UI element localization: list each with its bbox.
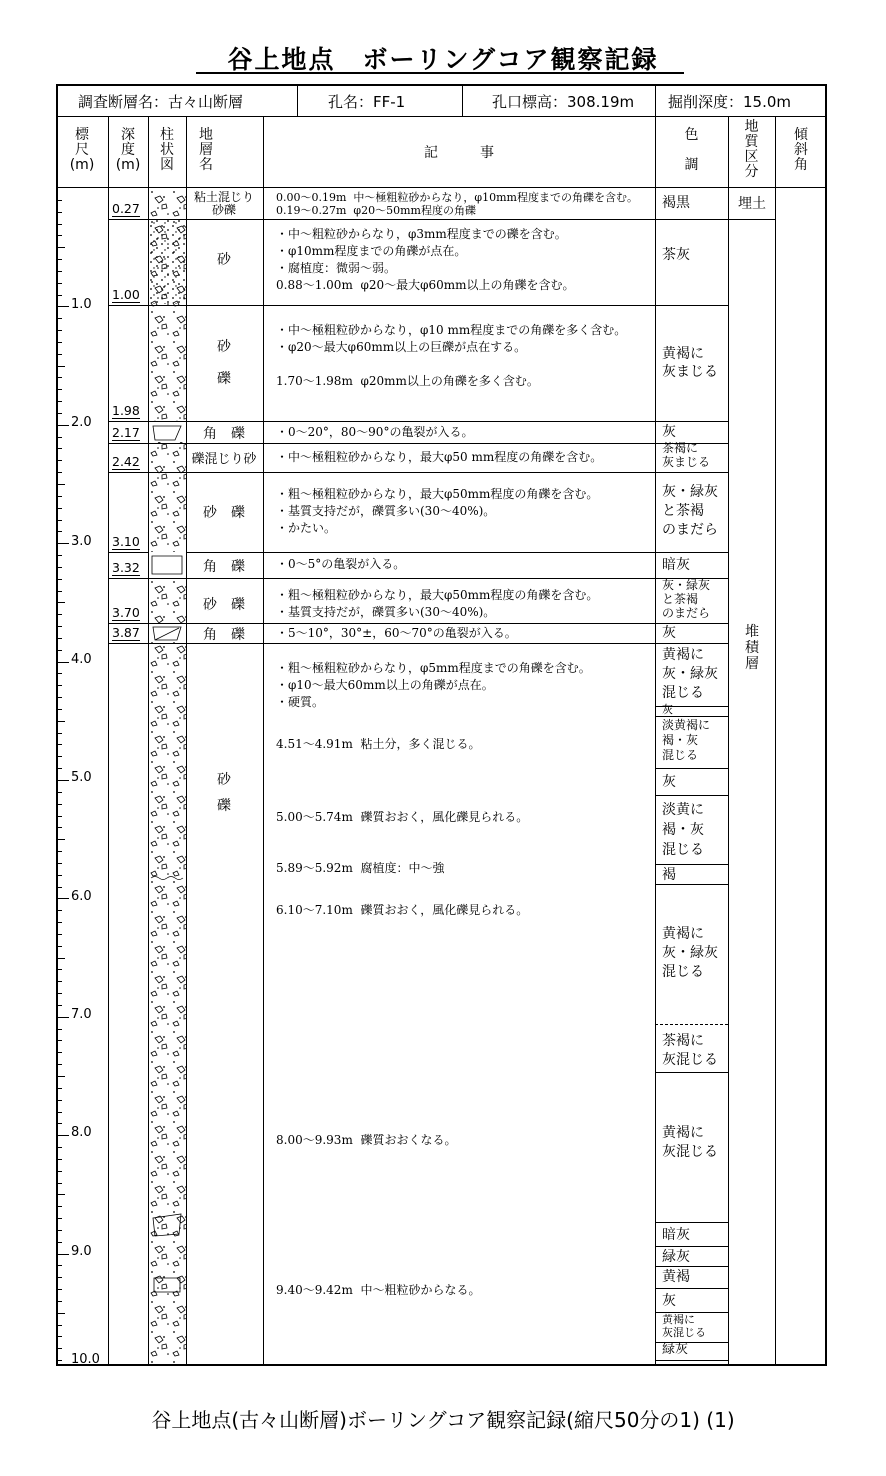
scale-tick <box>57 709 62 710</box>
info-divider <box>297 84 298 116</box>
scale-tick <box>57 389 62 390</box>
info-divider <box>462 84 463 116</box>
header-dip: 傾 斜 角 <box>794 127 808 173</box>
layer-boundary <box>108 219 655 220</box>
scale-tick <box>57 638 62 639</box>
scale-tick <box>57 460 62 461</box>
scale-tick <box>57 354 62 355</box>
description: 6.10～7.10m 礫質おおく，風化礫見られる。 <box>276 903 529 917</box>
header-scale: 標 尺 (m) <box>69 127 95 173</box>
color-label: 暗灰 <box>662 1227 690 1243</box>
scale-tick <box>57 1336 62 1337</box>
header-color: 色 調 <box>684 127 699 173</box>
scale-tick <box>57 531 62 532</box>
scale-tick <box>57 969 62 970</box>
header-column: 柱 状 図 <box>160 127 174 173</box>
scale-tick <box>57 946 62 947</box>
header-description: 記 事 <box>424 145 494 161</box>
color-label: 淡黄褐に 褐・灰 混じる <box>662 718 711 762</box>
color-label: 黄褐に 灰・緑灰 混じる <box>662 926 718 980</box>
col-line <box>263 116 264 1366</box>
geo-boundary <box>728 219 775 220</box>
scale-tick <box>57 1100 62 1101</box>
scale-tick <box>57 306 69 307</box>
title-underline <box>196 72 684 74</box>
scale-tick <box>57 1325 62 1326</box>
scale-tick <box>57 768 62 769</box>
header-layer: 地 層 名 <box>199 127 213 173</box>
scale-label: 6.0 <box>71 889 92 904</box>
depth-label: 3.10 <box>112 534 140 549</box>
scale-tick <box>57 602 65 603</box>
scale-tick <box>57 922 62 923</box>
depth-label: 3.32 <box>112 560 140 575</box>
scale-tick <box>57 863 62 864</box>
color-label: 黄褐に 灰混じる <box>662 1125 718 1160</box>
scale-tick <box>57 508 62 509</box>
scale-tick <box>57 756 62 757</box>
scale-tick <box>57 1171 62 1172</box>
color-label: 灰・緑灰 と茶褐 のまだら <box>662 578 711 620</box>
color-label: 灰・緑灰 と茶褐 のまだら <box>662 484 718 538</box>
layer-name: 砂 礫 <box>217 772 231 814</box>
scale-tick <box>57 579 62 580</box>
scale-label: 4.0 <box>71 652 92 667</box>
layer-name: 砂 <box>217 252 231 268</box>
layer-name: 角 礫 <box>203 627 245 643</box>
color-label: 暗灰 <box>662 557 690 573</box>
scale-tick <box>57 567 62 568</box>
scale-tick <box>57 1289 62 1290</box>
scale-tick <box>57 650 62 651</box>
scale-tick <box>57 1183 62 1184</box>
scale-tick <box>57 283 62 284</box>
description: ・粗～極粗粒砂からなり，最大φ50mm程度の角礫を含む。 ・基質支持だが，礫質多い(30～40%)。 <box>276 588 599 619</box>
description: ・0～20°，80～90°の亀裂が入る。 <box>276 425 474 439</box>
depth-label: 0.27 <box>112 201 140 216</box>
color-label: 黄褐に 灰・緑灰 混じる <box>662 647 718 701</box>
scale-tick <box>57 875 62 876</box>
scale-tick <box>57 1194 65 1195</box>
figure-caption: 谷上地点(古々山断層)ボーリングコア観察記録(縮尺50分の1) (1) <box>151 1408 735 1432</box>
scale-tick <box>57 555 62 556</box>
scale-tick <box>57 1052 62 1053</box>
layer-name: 砂 礫 <box>203 505 245 521</box>
color-label: 灰 <box>662 424 676 440</box>
scale-tick <box>57 543 69 544</box>
scale-tick <box>57 851 62 852</box>
depth-label: 1.00 <box>112 287 140 302</box>
scale-tick <box>57 247 65 248</box>
scale-label: 2.0 <box>71 415 92 430</box>
scale-tick <box>57 685 62 686</box>
layer-boundary <box>108 472 655 473</box>
layer-name: 粘土混じり 砂礫 <box>193 190 254 217</box>
scale-label: 7.0 <box>71 1007 92 1022</box>
scale-tick <box>57 413 62 414</box>
scale-tick <box>57 780 69 781</box>
scale-tick <box>57 448 62 449</box>
scale-tick <box>57 1147 62 1148</box>
depth-label: 3.70 <box>112 605 140 620</box>
scale-tick <box>57 1159 62 1160</box>
description: ・0～5°の亀裂が入る。 <box>276 557 406 571</box>
scale-tick <box>57 981 62 982</box>
color-label: 茶灰 <box>662 247 690 263</box>
scale-tick <box>57 425 69 426</box>
layer-boundary <box>108 552 655 553</box>
scale-tick <box>57 484 65 485</box>
color-label: 褐 <box>662 867 676 883</box>
info-divider <box>655 84 656 116</box>
description: ・中～極粗粒砂からなり，φ10 mm程度までの角礫を多く含む。 ・φ20～最大φ60mm以上の巨礫が点在する。 1.70～1.98m φ20mm以上の角礫を多く含む。 <box>276 323 627 388</box>
layer-boundary <box>108 443 655 444</box>
layer-name: 礫混じり砂 <box>191 452 257 467</box>
description: 8.00～9.93m 礫質おおくなる。 <box>276 1133 457 1147</box>
scale-tick <box>57 673 62 674</box>
depth-label: 2.17 <box>112 425 140 440</box>
scale-tick <box>57 342 62 343</box>
color-label: 黄褐に 灰混じる <box>662 1313 706 1339</box>
drilling-depth: 掘削深度：15.0m <box>668 93 792 111</box>
description: 5.00～5.74m 礫質おおく，風化礫見られる。 <box>276 810 529 824</box>
scale-tick <box>57 733 62 734</box>
color-label: 灰 <box>662 1293 676 1309</box>
scale-tick <box>57 1348 62 1349</box>
scale-tick <box>57 591 62 592</box>
col-line <box>108 116 109 1366</box>
color-label: 茶褐に 灰混じる <box>662 1033 718 1068</box>
scale-tick <box>57 744 62 745</box>
color-label: 緑灰 <box>662 1249 690 1265</box>
scale-tick <box>57 1029 62 1030</box>
description: ・5～10°，30°±，60～70°の亀裂が入る。 <box>276 626 517 640</box>
depth-label: 3.87 <box>112 625 140 640</box>
scale-tick <box>57 318 62 319</box>
scale-tick <box>57 839 65 840</box>
color-label: 緑灰 <box>662 1342 689 1357</box>
scale-tick <box>57 993 62 994</box>
scale-tick <box>57 934 62 935</box>
description: ・中～極粗粒砂からなり，最大φ50 mm程度の角礫を含む。 <box>276 450 603 464</box>
scale-tick <box>57 1313 65 1314</box>
layer-name: 角 礫 <box>203 559 245 575</box>
scale-tick <box>57 212 62 213</box>
description: 0.00～0.19m 中～極粗粒砂からなり，φ10mm程度までの角礫を含む。 0.19～0.27m φ20～50mm程度の角礫 <box>276 191 638 217</box>
scale-tick <box>57 377 62 378</box>
scale-tick <box>57 224 62 225</box>
scale-tick <box>57 614 62 615</box>
scale-tick <box>57 437 62 438</box>
scale-tick <box>57 910 62 911</box>
scale-tick <box>57 472 62 473</box>
scale-tick <box>57 827 62 828</box>
scale-tick <box>57 898 69 899</box>
layer-boundary <box>108 578 655 579</box>
depth-label: 1.98 <box>112 403 140 418</box>
scale-tick <box>57 366 65 367</box>
hole-name: 孔名：FF-1 <box>328 93 406 111</box>
layer-name: 砂 礫 <box>217 339 231 387</box>
scale-tick <box>57 1277 62 1278</box>
scale-tick <box>57 1064 62 1065</box>
scale-tick <box>57 1218 62 1219</box>
col-line <box>775 116 776 1366</box>
scale-tick <box>57 235 62 236</box>
scale-tick <box>57 697 62 698</box>
scale-tick <box>57 1005 62 1006</box>
geology-fill: 埋土 <box>738 196 766 212</box>
scale-tick <box>57 200 62 201</box>
color-label: 灰 <box>662 625 676 641</box>
description: ・粗～極粗粒砂からなり，φ5mm程度までの角礫を含む。 ・φ10～最大60mm以上の角礫が点在。 ・硬質。 <box>276 661 591 709</box>
color-label: 灰 <box>662 774 676 790</box>
color-label: 灰 <box>662 703 673 716</box>
scale-tick <box>57 1076 65 1077</box>
description: ・中～粗粒砂からなり，φ3mm程度までの礫を含む。 ・φ10mm程度までの角礫が点在。 ・腐植度：微弱～弱。 0.88～1.00m φ20～最大φ60mm以上の角礫を含む。 <box>276 227 575 292</box>
scale-tick <box>57 271 62 272</box>
scale-tick <box>57 1230 62 1231</box>
scale-label: 1.0 <box>71 297 92 312</box>
scale-tick <box>57 1017 69 1018</box>
scale-tick <box>57 887 62 888</box>
scale-tick <box>57 1265 62 1266</box>
scale-tick <box>57 1206 62 1207</box>
scale-tick <box>57 259 62 260</box>
description: ・粗～極粗粒砂からなり，最大φ50mm程度の角礫を含む。 ・基質支持だが，礫質多い(30～40%)。 ・かたい。 <box>276 487 599 535</box>
header-depth: 深 度 (m) <box>115 127 141 173</box>
description: 9.40～9.42m 中～粗粒砂からなる。 <box>276 1283 481 1297</box>
scale-tick <box>57 401 62 402</box>
color-label: 褐黒 <box>662 195 690 211</box>
header-geology: 地 質 区 分 <box>744 119 759 180</box>
scale-tick <box>57 1254 69 1255</box>
color-label: 淡黄に 褐・灰 混じる <box>662 802 704 858</box>
scale-tick <box>57 804 62 805</box>
scale-tick <box>57 1360 62 1361</box>
geology-sedimentary: 堆 積 層 <box>745 624 759 672</box>
scale-label: 9.0 <box>71 1244 92 1259</box>
columnar-section <box>149 188 186 1365</box>
scale-tick <box>57 626 62 627</box>
fault-name: 調査断層名：古々山断層 <box>78 93 244 111</box>
col-line <box>728 116 729 1366</box>
layer-boundary <box>108 305 655 306</box>
scale-tick <box>57 1112 62 1113</box>
scale-tick <box>57 958 65 959</box>
hole-elevation: 孔口標高：308.19m <box>492 93 635 111</box>
scale-label: 10.0 <box>71 1352 100 1367</box>
scale-tick <box>57 520 62 521</box>
scale-tick <box>57 1301 62 1302</box>
description: 4.51～4.91m 粘土分，多く混じる。 <box>276 737 481 751</box>
scale-tick <box>57 1123 62 1124</box>
scale-tick <box>57 1135 69 1136</box>
scale-label: 3.0 <box>71 534 92 549</box>
scale-tick <box>57 1088 62 1089</box>
depth-label: 2.42 <box>112 454 140 469</box>
scale-tick <box>57 721 65 722</box>
color-label: 黄褐に 灰まじる <box>662 346 718 380</box>
scale-tick <box>57 816 62 817</box>
scale-tick <box>57 330 62 331</box>
col-line <box>186 116 187 1366</box>
scale-tick <box>57 792 62 793</box>
description: 5.89～5.92m 腐植度：中～強 <box>276 861 445 875</box>
scale-tick <box>57 662 69 663</box>
color-label: 茶褐に 灰まじる <box>662 441 711 469</box>
scale-tick <box>57 1242 62 1243</box>
info-row-line <box>56 116 827 117</box>
scale-tick <box>57 1040 62 1041</box>
scale-tick <box>57 496 62 497</box>
layer-name: 砂 礫 <box>203 597 245 613</box>
layer-name: 角 礫 <box>203 426 245 442</box>
scale-label: 8.0 <box>71 1125 92 1140</box>
page-title: 谷上地点 ボーリングコア観察記録 <box>227 45 659 74</box>
layer-boundary <box>108 421 655 422</box>
color-label: 黄褐 <box>662 1269 690 1285</box>
scale-tick <box>57 295 62 296</box>
scale-label: 5.0 <box>71 770 92 785</box>
